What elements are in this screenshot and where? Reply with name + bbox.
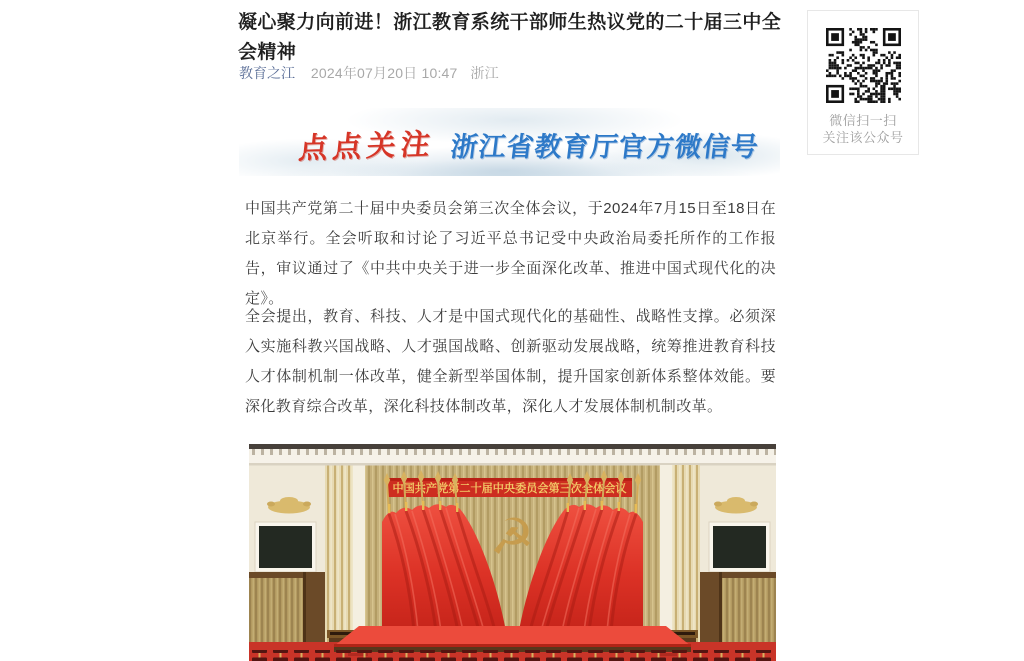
side-screen: [259, 526, 312, 568]
photo-top-edge: [249, 444, 776, 449]
gold-column: [325, 465, 353, 648]
qr-caption-line2: 关注该公众号: [822, 130, 904, 145]
seat-row: [249, 650, 776, 661]
banner-attention-text: 点点关注: [297, 128, 437, 166]
paragraph-1: 中国共产党第二十届中央委员会第三次全体会议，于2024年7月15日至18日在北京举行。全会听取和讨论了习近平总书记受中央政治局委托所作的工作报告，审议通过了《中共中央关于进一步全面深化改革、推进中国式现代化的决定》。: [245, 200, 776, 307]
cornice-dentils: [249, 449, 776, 455]
session-banner-text: 中国共产党第二十届中央委员会第三次全体会议: [392, 483, 634, 495]
hammer-sickle-icon: ☭: [489, 508, 535, 566]
article-title: 凝心聚力向前进！浙江教育系统干部师生热议党的二十届三中全会精神: [238, 12, 782, 63]
banner-image[interactable]: [239, 108, 780, 176]
door-curtain: [249, 578, 303, 642]
qr-caption-line1: 微信扫一扫: [829, 113, 897, 128]
conference-photo-svg: [249, 444, 776, 661]
account-link[interactable]: 教育之江: [239, 65, 295, 81]
stage-platform: [334, 626, 691, 646]
session-banner: [387, 478, 632, 497]
byline: [239, 64, 784, 82]
pilaster: [353, 465, 365, 648]
door-post: [303, 572, 325, 648]
qr-panel: [807, 10, 919, 155]
qr-code: [826, 28, 901, 103]
banner-account-text: 浙江省教育厅官方微信号: [448, 132, 761, 162]
publish-datetime: 2024年07月20日 10:47: [310, 65, 458, 81]
publish-location: 浙江: [470, 65, 499, 81]
conference-photo[interactable]: [249, 444, 776, 661]
paragraph-2: 全会提出，教育、科技、人才是中国式现代化的基础性、战略性支撑。必须深入实施科教兴国战略、人才强国战略、创新驱动发展战略，统筹推进教育科技人才体制机制一体改革，健全新型举国体制，提升国家创新体系整体效能。要深化教育综合改革，深化科技体制改革，深化人才发展体制机制改革。: [245, 308, 776, 415]
